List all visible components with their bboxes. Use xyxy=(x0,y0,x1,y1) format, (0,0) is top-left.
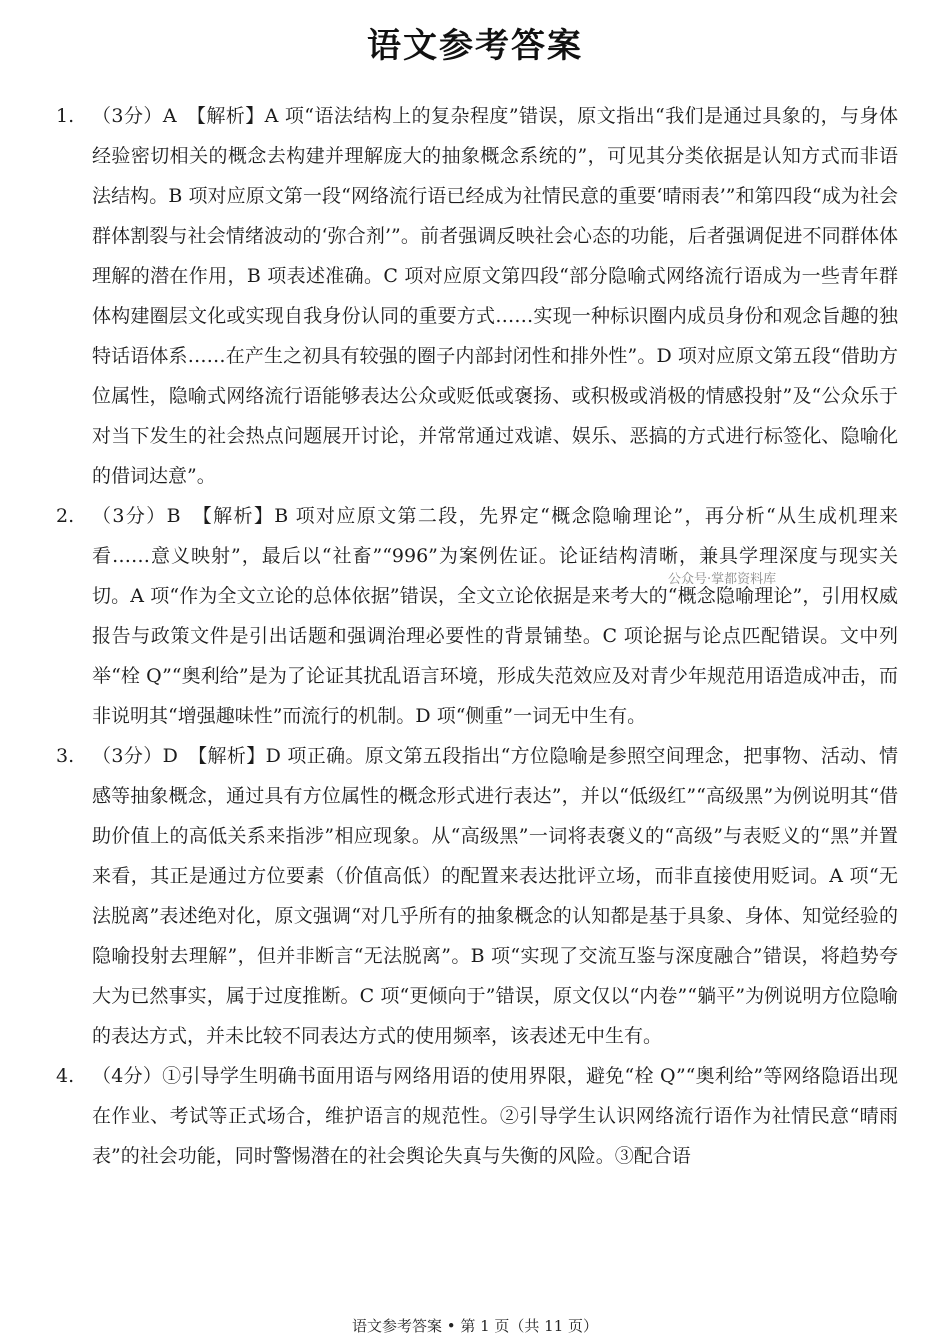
item-number: 1. xyxy=(56,105,75,127)
item-number: 4. xyxy=(56,1065,75,1087)
page-footer: 语文参考答案 • 第 1 页（共 11 页） xyxy=(351,1317,599,1335)
item-number: 2. xyxy=(56,505,75,527)
item-text: （3分）A 【解析】A 项“语法结构上的复杂程度”错误，原文指出“我们是通过具象的，与身体经验密切相关的概念去构建并理解庞大的抽象概念系统的”，可见其分类依据是认知方式而非语法结构。B 项对应原文第一段“网络流行语已经成为社情民意的重要‘晴雨表’”和第四段“成为社会群体割裂与社会情绪波动的‘弥合剂’”。前者强调反映社会心态的功能，后者强调促进不同群体体理解的潜在作用，B 项表述准确。C 项对应原文第四段“部分隐喻式网络流行语成为一些青年群体构建圈层文化或实现自我身份认同的重要方式……实现一种标识圈内成员身份和观念旨趣的独特话语体系……在产生之初具有较强的圈子内部封闭性和排外性”。D 项对应原文第五段“借助方位属性，隐喻式网络流行语能够表达公众或贬低或褒扬、或积极或消极的情感投射”及“公众乐于对当下发生的社会热点问题展开讨论，并常常通过戏谑、娱乐、恶搞的方式进行标签化、隐喻化的借词达意”。 xyxy=(92,105,898,487)
item-text: （3分）D 【解析】D 项正确。原文第五段指出“方位隐喻是参照空间理念，把事物、活动、情感等抽象概念，通过具有方位属性的概念形式进行表达”，并以“低级红”“高级黑”为例说明其“借助价值上的高低关系来指涉”相应现象。从“高级黑”一词将表褒义的“高级”与表贬义的“黑”并置来看，其正是通过方位要素（价值高低）的配置来表达批评立场，而非直接使用贬词。A 项“无法脱离”表述绝对化，原文强调“对几乎所有的抽象概念的认知都是基于具象、身体、知觉经验的隐喻投射去理解”，但并非断言“无法脱离”。B 项“实现了交流互鉴与深度融合”错误，将趋势夸大为已然事实，属于过度推断。C 项“更倾向于”错误，原文仅以“内卷”“躺平”为例说明方位隐喻的表达方式，并未比较不同表达方式的使用频率，该表述无中生有。 xyxy=(92,745,898,1047)
watermark: 公众号·掌都资料库 xyxy=(668,572,777,587)
answer-item xyxy=(56,1056,898,1176)
answer-item xyxy=(56,96,898,496)
item-text: （4分）①引导学生明确书面用语与网络用语的使用界限，避免“栓 Q”“奥利给”等网络隐语出现在作业、考试等正式场合，维护语言的规范性。②引导学生认识网络流行语作为社情民意“晴雨表”的社会功能，同时警惕潜在的社会舆论失真与失衡的风险。③配合语 xyxy=(92,1065,898,1167)
page-title: 语文参考答案 xyxy=(367,26,583,66)
answer-item xyxy=(56,736,898,1056)
answer-item xyxy=(56,496,898,736)
item-text: （3分）B 【解析】B 项对应原文第二段，先界定“概念隐喻理论”，再分析“从生成机理来看……意义映射”，最后以“社畜”“996”为案例佐证。论证结构清晰，兼具学理深度与现实关切。A 项“作为全文立论的总体依据”错误，全文立论依据是来考大的“概念隐喻理论”，引用权威报告与政策文件是引出话题和强调治理必要性的背景铺垫。C 项论据与论点匹配错误。文中列举“栓 Q”“奥利给”是为了论证其扰乱语言环境，形成失范效应及对青少年规范用语造成冲击，而非说明其“增强趣味性”而流行的机制。D 项“侧重”一词无中生有。 xyxy=(92,505,898,727)
answer-list xyxy=(56,96,898,1176)
item-number: 3. xyxy=(56,745,75,767)
